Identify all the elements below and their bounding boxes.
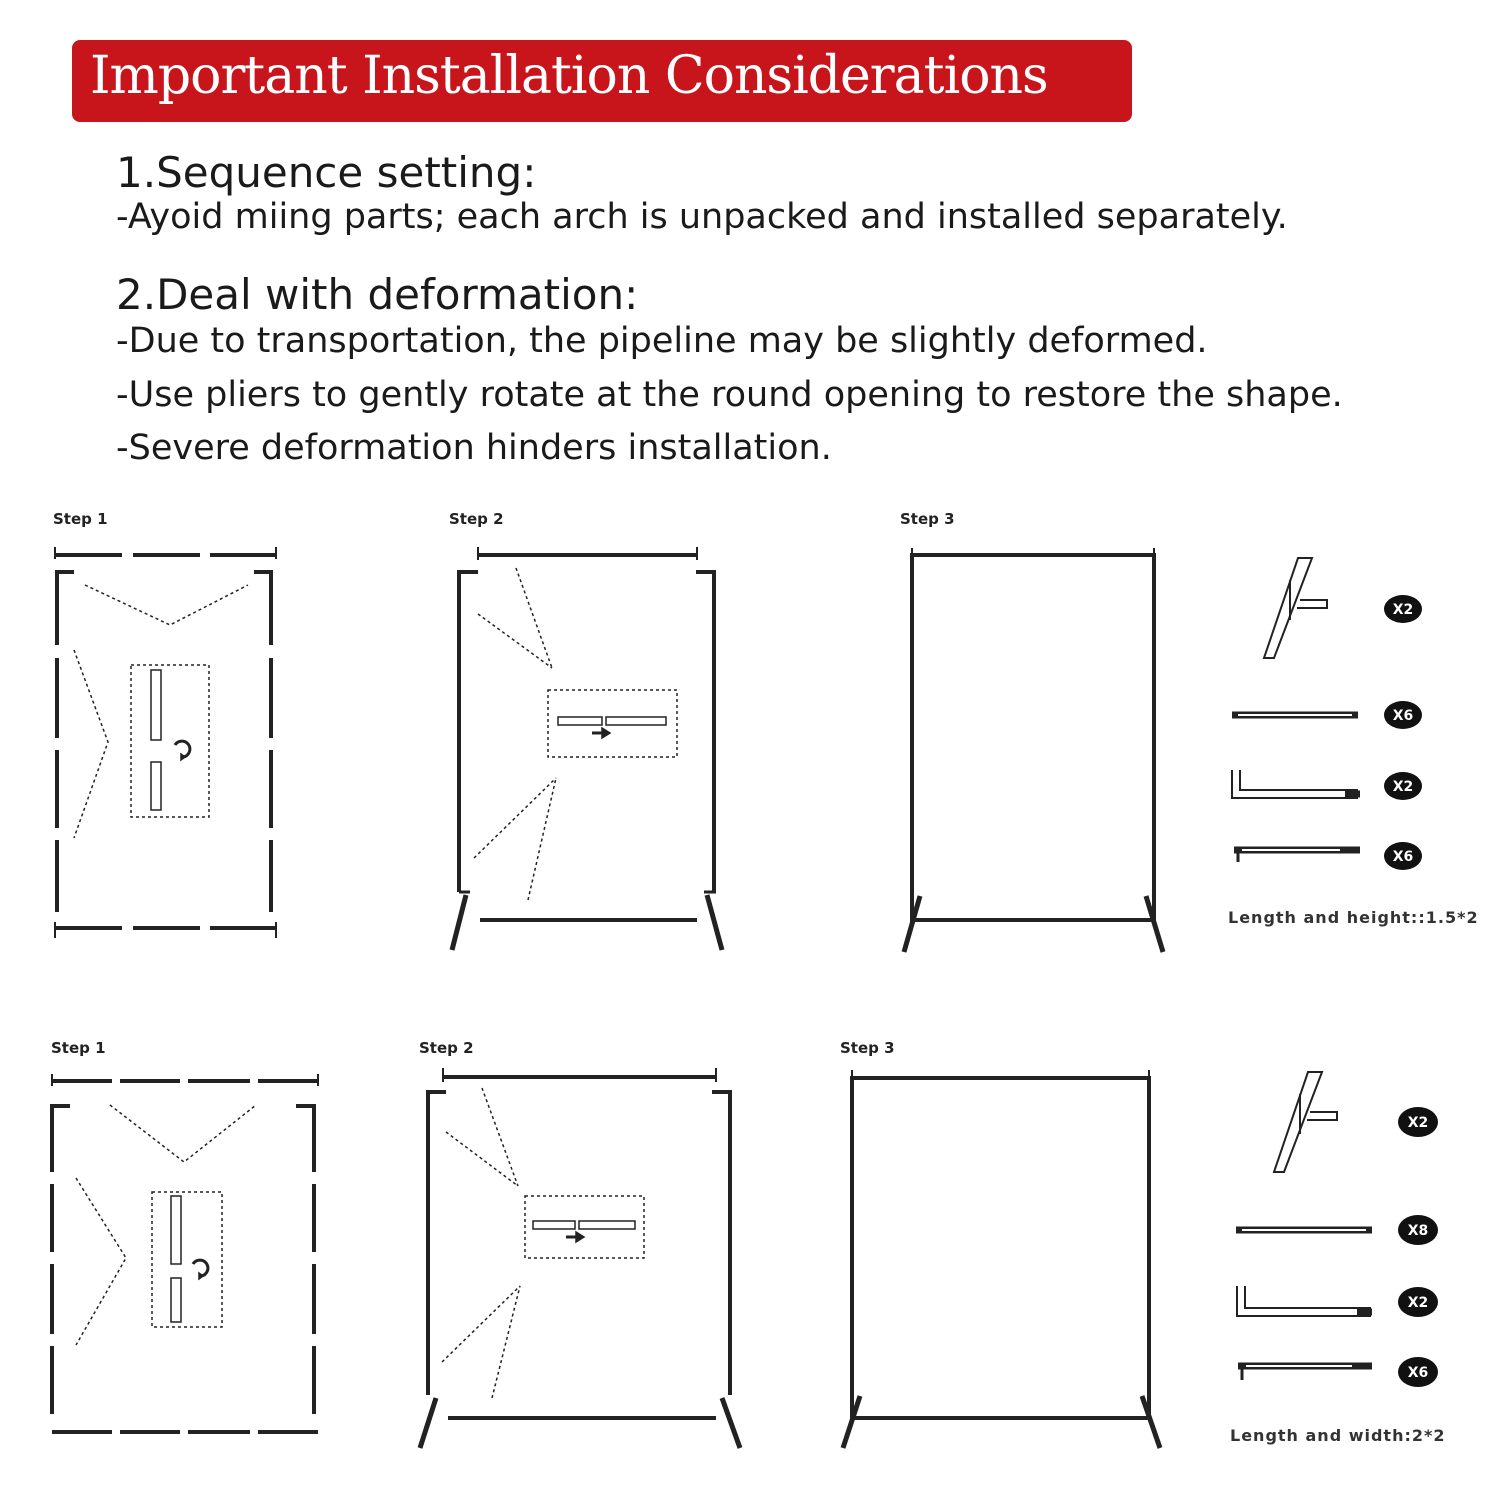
svg-text:X6: X6 <box>1392 708 1414 724</box>
instruction-line: -Due to transportation, the pipeline may be slightly deformed. <box>116 321 1208 361</box>
assembly-guide-lines <box>474 568 677 900</box>
quantity-badge <box>1384 842 1422 870</box>
instruction-line: -Severe deformation hinders installation. <box>116 428 832 468</box>
tube-join-detail <box>558 717 666 738</box>
parts-list <box>1236 1072 1372 1380</box>
l-corner-tube-icon <box>1237 1286 1372 1316</box>
svg-text:X2: X2 <box>1407 1115 1429 1131</box>
tube-connector-detail <box>151 670 190 810</box>
step-2-partial-frame <box>452 547 722 950</box>
step-3-assembled-frame <box>904 548 1163 952</box>
step-1-label: Step 1 <box>51 1039 106 1057</box>
svg-text:X8: X8 <box>1407 1223 1429 1239</box>
quantity-badge <box>1384 772 1422 800</box>
step-2-label: Step 2 <box>449 510 504 528</box>
quantity-badge <box>1398 1107 1438 1137</box>
dimensions-caption: Length and height::1.5*2 <box>1228 908 1479 927</box>
svg-text:X6: X6 <box>1392 849 1414 865</box>
quantity-badge <box>1398 1287 1438 1317</box>
quantity-badge <box>1384 595 1422 623</box>
svg-text:X6: X6 <box>1407 1365 1429 1381</box>
parts-list <box>1232 558 1360 862</box>
quantity-badge <box>1384 701 1422 729</box>
tube-join-detail <box>533 1221 635 1242</box>
step-3-label: Step 3 <box>900 510 955 528</box>
quantity-badge <box>1398 1357 1438 1387</box>
instruction-line: -Use pliers to gently rotate at the round opening to restore the shape. <box>116 375 1343 415</box>
svg-text:X2: X2 <box>1407 1295 1429 1311</box>
step-3-label: Step 3 <box>840 1039 895 1057</box>
instruction-line: -Ayoid miing parts; each arch is unpacked and installed separately. <box>116 197 1288 237</box>
base-tube-icon <box>1234 850 1360 862</box>
base-tube-icon <box>1238 1366 1372 1380</box>
step-1-exploded-frame <box>55 547 276 938</box>
t-base-foot-icon <box>1264 558 1327 658</box>
step-2-partial-frame <box>420 1068 740 1448</box>
quantity-badge <box>1398 1215 1438 1245</box>
section-heading-deformation: 2.Deal with deformation: <box>116 270 639 319</box>
t-base-foot-icon <box>1274 1072 1337 1172</box>
section-heading-sequence: 1.Sequence setting: <box>116 148 537 197</box>
l-corner-tube-icon <box>1232 770 1360 798</box>
step-3-assembled-frame <box>843 1070 1160 1448</box>
step-1-label: Step 1 <box>53 510 108 528</box>
step-1-exploded-frame <box>52 1074 318 1432</box>
tube-connector-detail <box>171 1196 208 1322</box>
svg-text:X2: X2 <box>1392 602 1414 618</box>
assembly-guide-lines <box>442 1088 644 1398</box>
page-title: Important Installation Considerations <box>90 46 1048 106</box>
svg-text:X2: X2 <box>1392 779 1414 795</box>
dimensions-caption: Length and width:2*2 <box>1230 1426 1446 1445</box>
assembly-guide-lines <box>76 1105 256 1345</box>
step-2-label: Step 2 <box>419 1039 474 1057</box>
